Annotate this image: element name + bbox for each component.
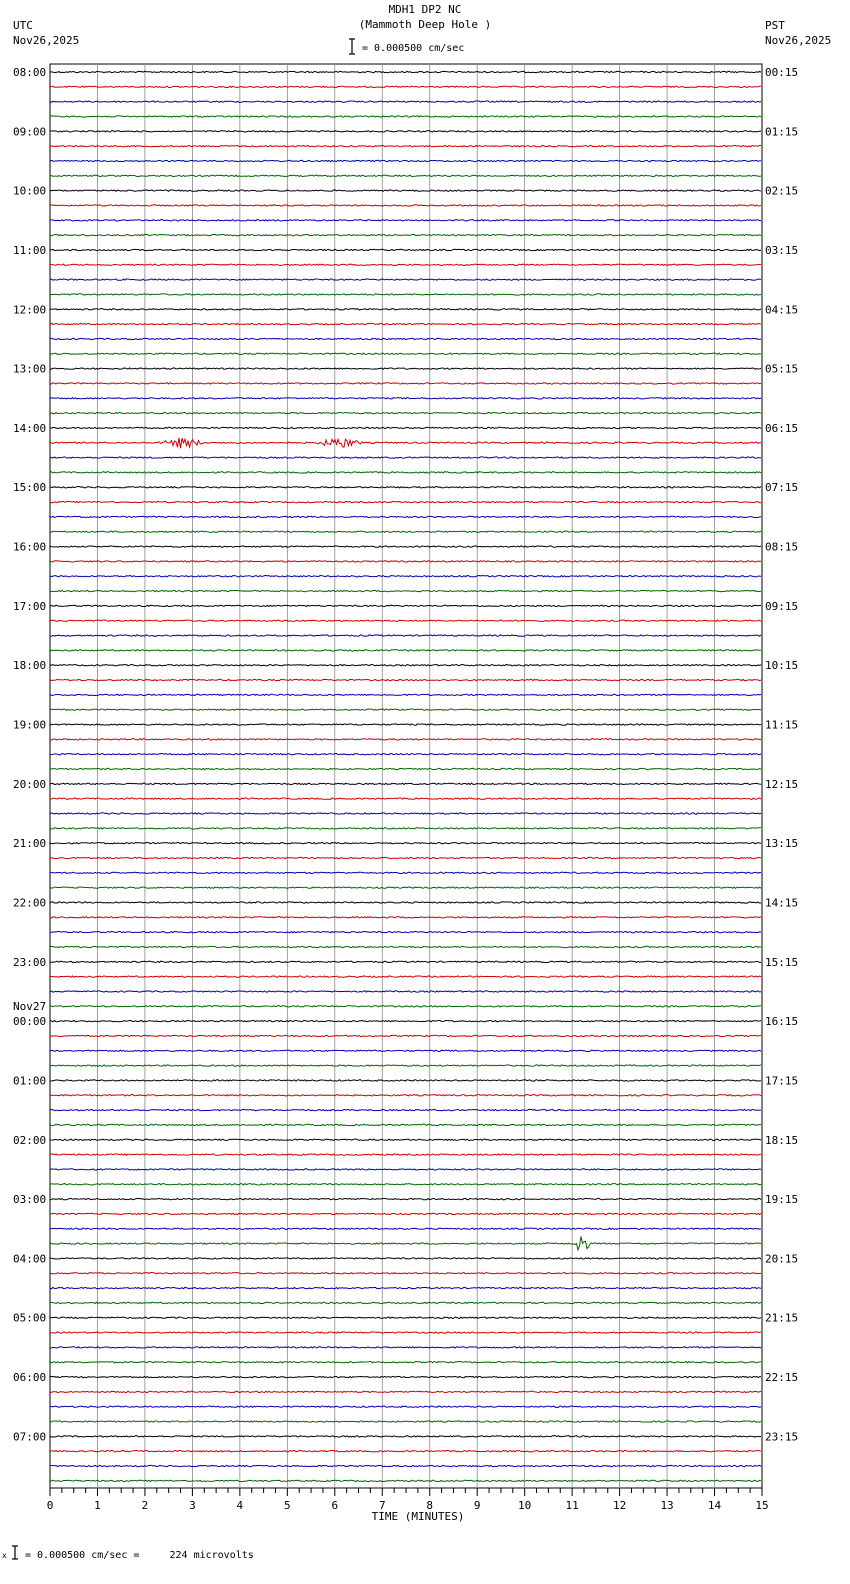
right-date: Nov26,2025 — [765, 34, 832, 47]
trace-line — [50, 1139, 761, 1140]
trace-line — [50, 175, 761, 176]
trace-line — [50, 1095, 761, 1096]
pst-hour-label: 12:15 — [765, 777, 799, 791]
x-tick-label: 0 — [46, 1499, 54, 1512]
trace-line — [50, 1080, 761, 1081]
site-title: (Mammoth Deep Hole ) — [358, 18, 492, 31]
utc-hour-label: 16:00 — [13, 540, 47, 554]
trace-line — [50, 1154, 761, 1155]
trace-line — [50, 576, 761, 577]
trace-line — [50, 857, 761, 858]
trace-line — [50, 1065, 761, 1066]
trace-line — [50, 1362, 761, 1363]
left-date: Nov26,2025 — [13, 34, 80, 47]
pst-hour-label: 21:15 — [765, 1311, 799, 1325]
trace-line — [50, 1213, 761, 1214]
trace-line — [50, 1421, 761, 1422]
pst-hour-label: 02:15 — [765, 184, 799, 198]
utc-hour-label: 19:00 — [13, 718, 47, 732]
utc-hour-label: 10:00 — [13, 184, 47, 198]
utc-hour-label: 06:00 — [13, 1371, 47, 1385]
trace-line — [50, 1332, 761, 1333]
trace-line — [50, 1109, 761, 1110]
trace-line — [50, 976, 761, 977]
pst-hour-label: 04:15 — [765, 303, 799, 317]
x-tick-label: 15 — [755, 1499, 769, 1512]
trace-line — [50, 501, 761, 502]
utc-hour-label: 08:00 — [13, 66, 47, 79]
pst-hour-label: 03:15 — [765, 243, 799, 257]
trace-line — [50, 783, 761, 784]
trace-line — [50, 842, 761, 843]
trace-line — [50, 1258, 761, 1259]
trace-line — [50, 1376, 761, 1377]
trace-line — [50, 160, 761, 161]
trace-line — [50, 205, 761, 206]
trace-line — [50, 620, 761, 621]
trace-line — [50, 1035, 761, 1036]
trace-line — [50, 353, 761, 354]
trace-line — [50, 1169, 761, 1170]
trace-line — [50, 1236, 761, 1250]
trace-line — [50, 398, 761, 399]
trace-line — [50, 561, 761, 562]
utc-hour-label: 23:00 — [13, 955, 47, 969]
trace-line — [50, 961, 761, 962]
footer-scale-bar-icon — [11, 1545, 19, 1561]
plot-frame — [50, 64, 762, 1488]
pst-hour-label: 20:15 — [765, 1252, 799, 1266]
pst-hour-label: 13:15 — [765, 837, 799, 851]
trace-line — [50, 887, 761, 888]
trace-line — [50, 427, 761, 428]
utc-hour-label: 12:00 — [13, 303, 47, 317]
utc-hour-label: 13:00 — [13, 362, 47, 376]
trace-line — [50, 1050, 761, 1051]
trace-line — [50, 279, 761, 280]
utc-hour-label: 15:00 — [13, 481, 47, 495]
trace-line — [50, 1347, 761, 1348]
pst-hour-label: 00:15 — [765, 66, 799, 79]
pst-hour-label: 18:15 — [765, 1133, 799, 1147]
utc-hour-label: 21:00 — [13, 837, 47, 851]
trace-line — [50, 650, 761, 651]
trace-line — [50, 438, 761, 448]
trace-line — [50, 872, 761, 873]
trace-line — [50, 264, 761, 265]
pst-hour-label: 17:15 — [765, 1074, 799, 1088]
trace-line — [50, 294, 761, 295]
pst-hour-label: 15:15 — [765, 955, 799, 969]
trace-line — [50, 1198, 761, 1199]
trace-line — [50, 1450, 761, 1451]
pst-hour-label: 07:15 — [765, 481, 799, 495]
utc-hour-label: 01:00 — [13, 1074, 47, 1088]
trace-line — [50, 145, 761, 146]
utc-hour-label: 07:00 — [13, 1430, 47, 1444]
scale-label: = 0.000500 cm/sec — [362, 43, 465, 54]
utc-hour-label: 18:00 — [13, 659, 47, 673]
trace-line — [50, 709, 761, 710]
x-tick-label: 3 — [189, 1499, 196, 1512]
utc-hour-label: 00:00 — [13, 1015, 47, 1029]
trace-line — [50, 724, 761, 725]
utc-hour-label: 17:00 — [13, 599, 47, 613]
x-tick-label: 8 — [426, 1499, 434, 1512]
pst-hour-label: 14:15 — [765, 896, 799, 910]
x-tick-label: 10 — [518, 1499, 532, 1512]
trace-line — [50, 487, 761, 488]
trace-line — [50, 828, 761, 829]
trace-line — [50, 635, 761, 636]
trace-line — [50, 1273, 761, 1274]
x-tick-label: 5 — [284, 1499, 291, 1512]
x-tick-label: 7 — [378, 1499, 386, 1512]
trace-line — [50, 590, 761, 591]
trace-line — [50, 531, 761, 532]
trace-line — [50, 1480, 761, 1481]
trace-line — [50, 1228, 761, 1229]
pst-hour-label: 19:15 — [765, 1193, 799, 1207]
trace-line — [50, 234, 761, 235]
x-tick-label: 9 — [473, 1499, 481, 1512]
trace-line — [50, 71, 761, 72]
pst-hour-label: 16:15 — [765, 1015, 799, 1029]
x-tick-label: 2 — [141, 1499, 149, 1512]
trace-line — [50, 1020, 761, 1021]
utc-hour-label: 09:00 — [13, 125, 47, 139]
trace-line — [50, 457, 761, 458]
trace-line — [50, 249, 761, 250]
trace-line — [50, 86, 761, 87]
left-timezone: UTC — [13, 19, 33, 32]
trace-line — [50, 665, 761, 666]
trace-line — [50, 813, 761, 814]
trace-line — [50, 131, 761, 132]
utc-hour-label: 03:00 — [13, 1193, 47, 1207]
trace-line — [50, 546, 761, 547]
trace-line — [50, 1287, 761, 1288]
trace-line — [50, 798, 761, 799]
trace-line — [50, 1006, 761, 1007]
utc-hour-label: 14:00 — [13, 421, 47, 435]
trace-line — [50, 1317, 761, 1318]
trace-line — [50, 516, 761, 517]
trace-line — [50, 383, 761, 384]
utc-hour-label: 11:00 — [13, 243, 47, 257]
x-tick-label: 14 — [707, 1499, 722, 1512]
pst-hour-label: 23:15 — [765, 1430, 799, 1444]
pst-hour-label: 09:15 — [765, 599, 799, 613]
pst-hour-label: 01:15 — [765, 125, 799, 139]
x-tick-label: 12 — [612, 1499, 627, 1512]
utc-hour-label: 05:00 — [13, 1311, 47, 1325]
trace-line — [50, 412, 761, 413]
utc-hour-label: 20:00 — [13, 777, 47, 791]
trace-line — [50, 338, 761, 339]
utc-hour-label: 02:00 — [13, 1133, 47, 1147]
trace-line — [50, 902, 761, 903]
pst-hour-label: 05:15 — [765, 362, 799, 376]
date-change-label: Nov27 — [13, 1000, 47, 1014]
trace-line — [50, 1124, 761, 1125]
trace-line — [50, 1406, 761, 1407]
pst-hour-label: 08:15 — [765, 540, 799, 554]
right-timezone: PST — [765, 19, 785, 32]
trace-line — [50, 309, 761, 310]
trace-line — [50, 605, 761, 606]
trace-line — [50, 1302, 761, 1303]
trace-line — [50, 946, 761, 947]
utc-hour-label: 04:00 — [13, 1252, 47, 1266]
trace-line — [50, 991, 761, 992]
trace-line — [50, 1391, 761, 1392]
trace-line — [50, 1465, 761, 1466]
trace-line — [50, 768, 761, 769]
pst-hour-label: 10:15 — [765, 659, 799, 673]
trace-line — [50, 753, 761, 754]
station-title: MDH1 DP2 NC — [388, 3, 462, 16]
x-axis-label: TIME (MINUTES) — [371, 1510, 465, 1523]
trace-line — [50, 694, 761, 695]
x-tick-label: 11 — [565, 1499, 579, 1512]
trace-line — [50, 190, 761, 191]
trace-line — [50, 323, 761, 324]
trace-line — [50, 220, 761, 221]
footer-prefix: x — [2, 1551, 7, 1560]
trace-line — [50, 1436, 761, 1437]
trace-line — [50, 679, 761, 680]
pst-hour-label: 22:15 — [765, 1371, 799, 1385]
x-tick-label: 4 — [236, 1499, 244, 1512]
trace-line — [50, 739, 761, 740]
trace-line — [50, 368, 761, 369]
trace-line — [50, 917, 761, 918]
pst-hour-label: 11:15 — [765, 718, 799, 732]
trace-line — [50, 116, 761, 117]
x-tick-label: 6 — [331, 1499, 339, 1512]
pst-hour-label: 06:15 — [765, 421, 799, 435]
x-tick-label: 13 — [660, 1499, 674, 1512]
x-tick-label: 1 — [94, 1499, 101, 1512]
trace-line — [50, 472, 761, 473]
trace-line — [50, 931, 761, 932]
trace-line — [50, 101, 761, 102]
footer-scale-label: = 0.000500 cm/sec = 224 microvolts — [25, 1550, 254, 1561]
trace-line — [50, 1184, 761, 1185]
utc-hour-label: 22:00 — [13, 896, 47, 910]
